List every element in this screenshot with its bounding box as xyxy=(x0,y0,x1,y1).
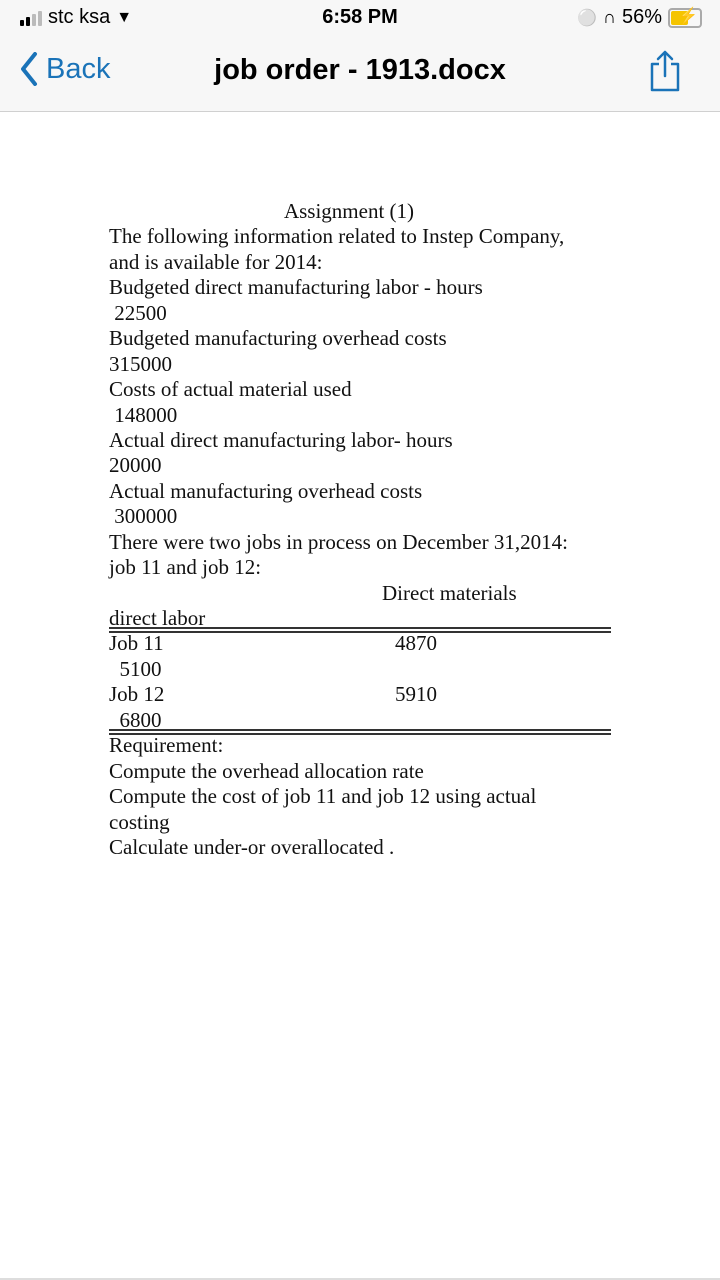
share-icon xyxy=(648,50,682,92)
doc-line: 315000 xyxy=(109,351,172,376)
doc-line: Costs of actual material used xyxy=(109,377,352,402)
battery-icon: ⚡ xyxy=(668,8,702,28)
doc-line: The following information related to Instep Company, xyxy=(109,224,565,249)
battery-percent: 56% xyxy=(621,6,662,28)
job-labor: 6800 xyxy=(109,708,611,733)
requirement-line: Calculate under-or overallocated . xyxy=(109,834,395,859)
document-title: job order - 1913.docx xyxy=(214,54,506,86)
status-right xyxy=(577,6,702,29)
requirement-line: costing xyxy=(109,809,170,834)
table-row xyxy=(109,682,611,707)
app-header xyxy=(0,0,720,112)
job-materials: 4870 xyxy=(395,631,437,656)
doc-line: Budgeted manufacturing overhead costs xyxy=(109,326,447,351)
doc-line: Budgeted direct manufacturing labor - hours xyxy=(109,275,483,300)
requirement-line: Requirement: xyxy=(109,733,224,758)
headphones-icon: ∩ xyxy=(603,7,616,27)
nav-bar xyxy=(0,52,720,96)
table-header-labor: direct labor xyxy=(109,606,611,631)
share-button[interactable] xyxy=(648,50,682,97)
document-body xyxy=(109,199,611,860)
table-header-materials: Direct materials xyxy=(382,580,517,605)
job-materials: 5910 xyxy=(395,682,437,707)
doc-heading: Assignment (1) xyxy=(283,199,415,223)
table-row xyxy=(109,631,611,656)
requirement-line: Compute the cost of job 11 and job 12 using actual xyxy=(109,784,537,809)
back-label: Back xyxy=(46,52,111,85)
doc-line: and is available for 2014: xyxy=(109,249,323,274)
status-bar xyxy=(0,6,720,32)
doc-line: Actual direct manufacturing labor- hours xyxy=(109,427,453,452)
clock: 6:58 PM xyxy=(322,6,398,28)
requirement-line: Compute the overhead allocation rate xyxy=(109,758,424,783)
doc-line: 300000 xyxy=(109,504,178,529)
doc-line: job 11 and job 12: xyxy=(109,555,262,580)
doc-line: Actual manufacturing overhead costs xyxy=(109,478,423,503)
job-name: Job 12 xyxy=(109,682,165,707)
carrier-name: stc ksa xyxy=(48,6,111,28)
doc-line: There were two jobs in process on December 31,2014: xyxy=(109,529,568,554)
job-name: Job 11 xyxy=(109,631,164,656)
doc-line: 22500 xyxy=(109,300,167,325)
job-labor: 5100 xyxy=(109,656,162,681)
doc-line: 20000 xyxy=(109,453,162,478)
rotation-lock-icon: ⚪ xyxy=(577,9,598,27)
wifi-icon: ▼ xyxy=(116,8,133,26)
doc-line: 148000 xyxy=(109,402,178,427)
